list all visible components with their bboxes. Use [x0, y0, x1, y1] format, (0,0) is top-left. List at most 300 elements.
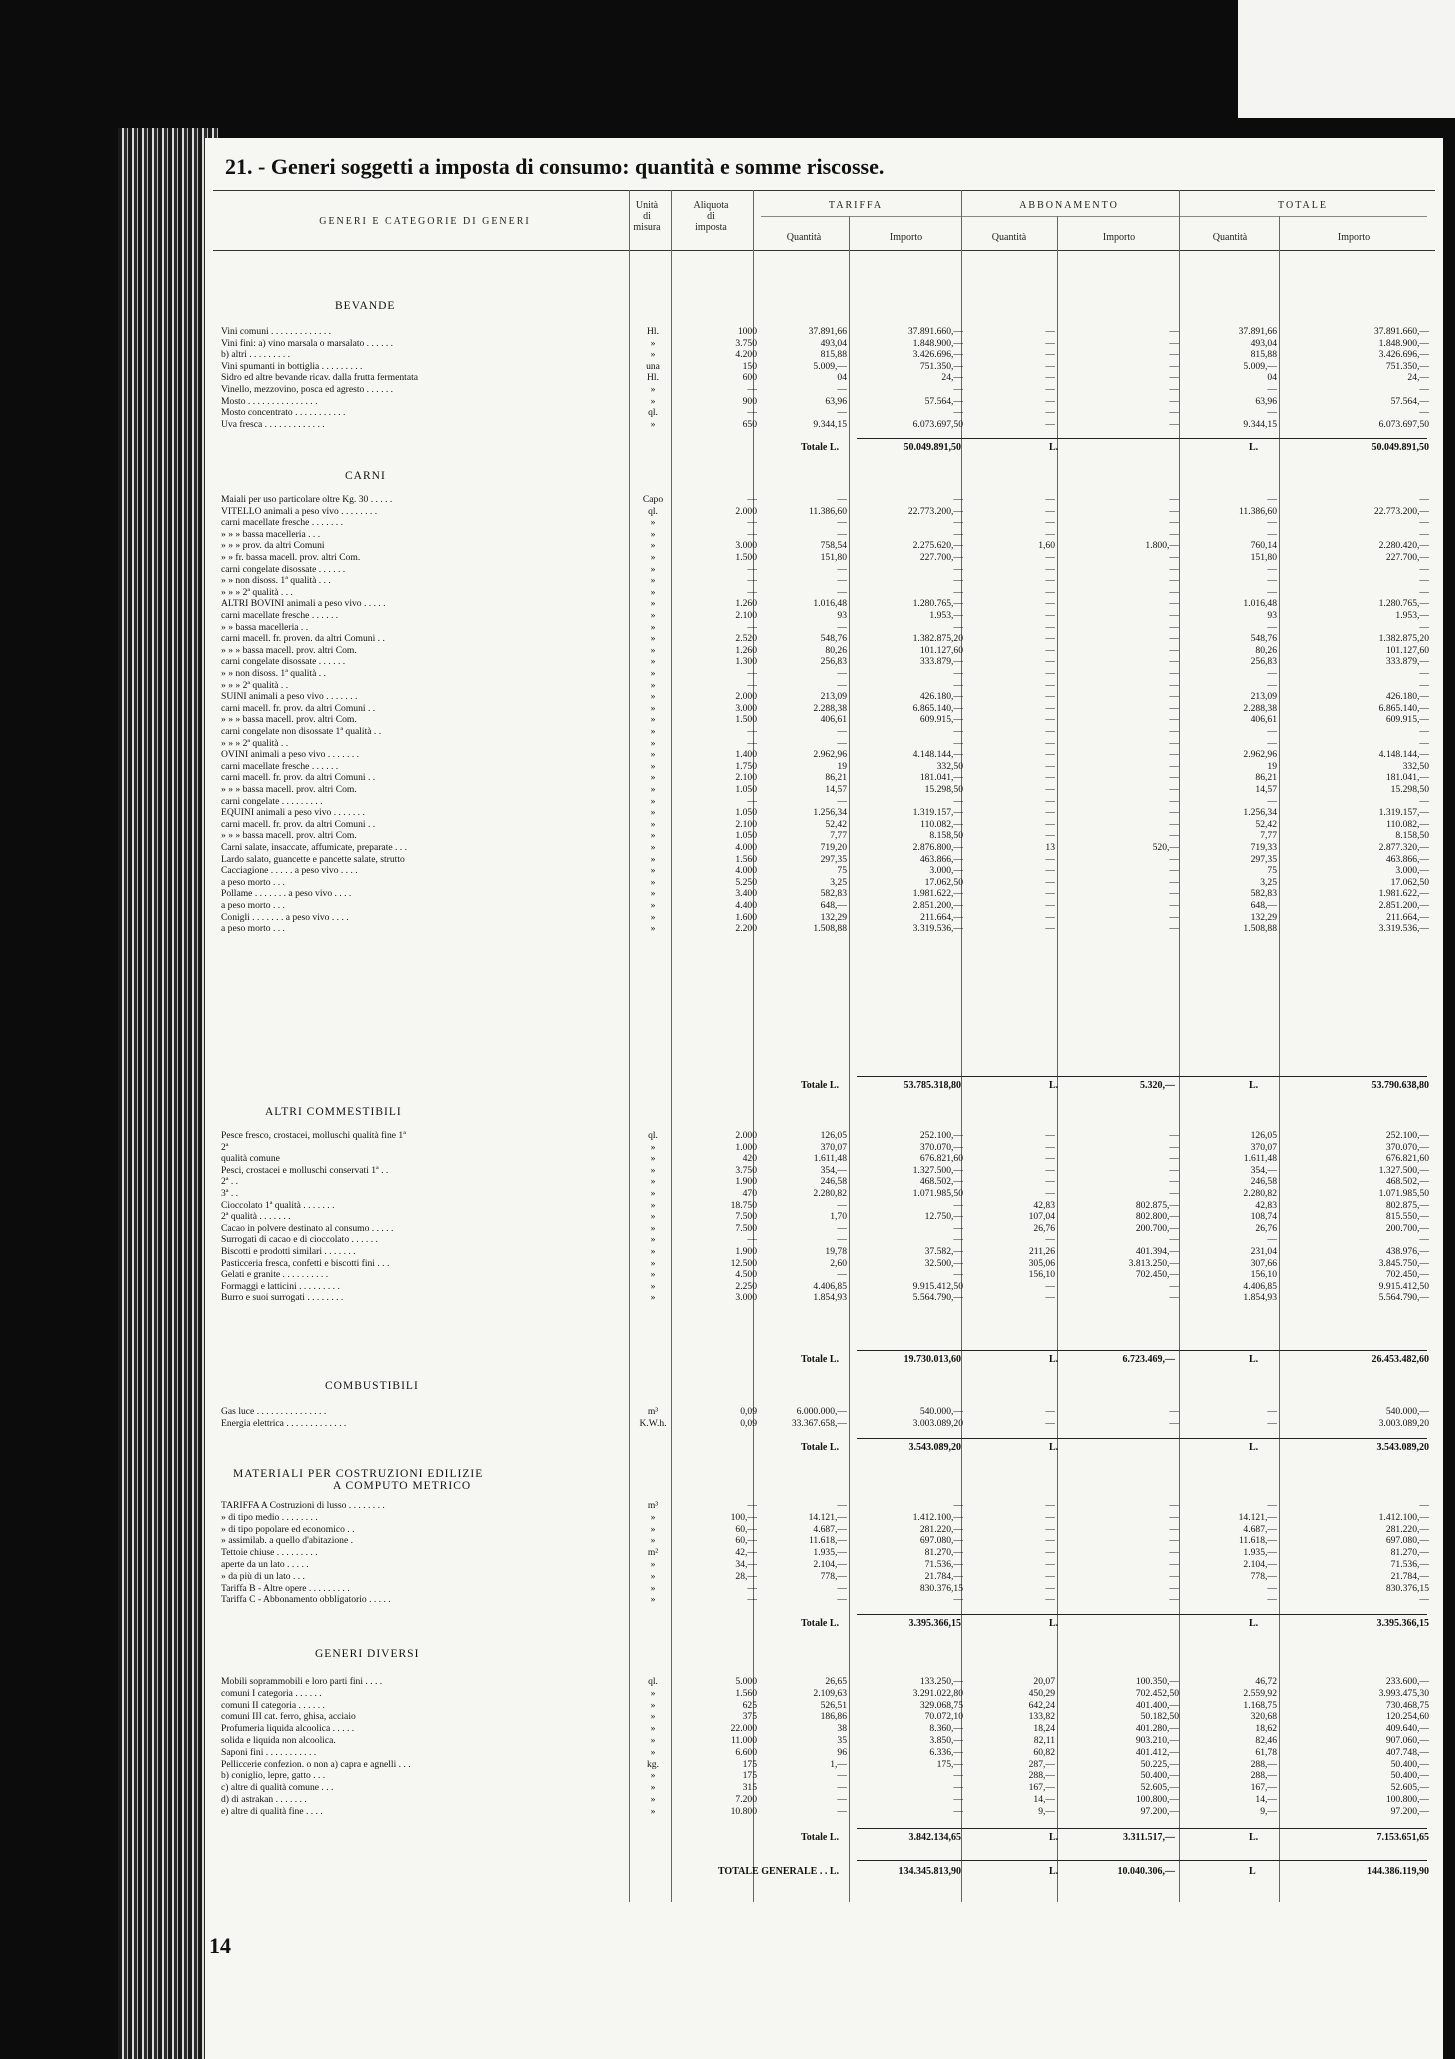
abbonamento-importo: — — [1169, 419, 1179, 430]
totale-quantita: 9,— — [1260, 1806, 1277, 1817]
totale-importo: 3.426.696,— — [1378, 349, 1429, 360]
totale-importo: 830.376,15 — [1385, 1583, 1429, 1594]
unita-misura: » — [650, 1583, 656, 1594]
abbonamento-importo: — — [1169, 1406, 1179, 1417]
total-cell: 53.785.318,80 — [903, 1080, 961, 1091]
unita-misura: » — [650, 1165, 656, 1176]
unita-misura: ql. — [648, 1676, 658, 1687]
abbonamento-importo: 100.800,— — [1135, 1794, 1179, 1805]
tariffa-importo: 830.376,15 — [919, 1583, 963, 1594]
tariffa-importo: — — [953, 529, 963, 540]
aliquota: 1.050 — [735, 830, 757, 841]
unita-misura: K.W.h. — [639, 1418, 667, 1429]
totale-importo: 697.080,— — [1385, 1535, 1429, 1546]
genere-label: comuni I categoria . . . . . . — [221, 1688, 322, 1699]
totale-importo: 438.976,— — [1385, 1246, 1429, 1257]
totale-quantita: — — [1267, 1418, 1277, 1429]
totale-importo: 200.700,— — [1385, 1223, 1429, 1234]
table-row — [213, 900, 1435, 911]
genere-label: » assimilab. a quello d'abitazione . — [221, 1535, 354, 1546]
tariffa-importo: 329.068,75 — [919, 1700, 963, 1711]
totale-importo: 211.664,— — [1386, 912, 1429, 923]
unita-misura: » — [650, 517, 656, 528]
abbonamento-importo: — — [1169, 575, 1179, 586]
abbonamento-quantita: 211,26 — [1028, 1246, 1055, 1257]
abbonamento-quantita: 42,83 — [1033, 1200, 1055, 1211]
header-group-rule — [761, 216, 1427, 217]
table-row — [213, 1211, 1435, 1222]
unita-misura: » — [650, 540, 656, 551]
unita-misura: Hl. — [647, 326, 659, 337]
tariffa-importo: 1.981.622,— — [912, 888, 963, 899]
aliquota: 1.050 — [735, 784, 757, 795]
aliquota: — — [747, 796, 757, 807]
abbonamento-importo: — — [1169, 772, 1179, 783]
abbonamento-importo: — — [1169, 384, 1179, 395]
genere-label: carni macellate fresche . . . . . . — [221, 761, 339, 772]
abbonamento-importo: — — [1169, 598, 1179, 609]
tariffa-quantita: 151,80 — [820, 552, 847, 563]
tariffa-quantita: — — [837, 1806, 847, 1817]
total-cell: Totale L. — [801, 1080, 839, 1091]
abbonamento-importo: 50.400,— — [1140, 1770, 1179, 1781]
aliquota: — — [747, 738, 757, 749]
abbonamento-quantita: — — [1045, 680, 1055, 691]
tariffa-quantita: — — [837, 384, 847, 395]
tariffa-importo: 332,50 — [936, 761, 963, 772]
total-cell: 7.153.651,65 — [1376, 1832, 1429, 1843]
totale-importo: — — [1419, 668, 1429, 679]
unita-misura: una — [646, 361, 660, 372]
totale-quantita: 132,29 — [1250, 912, 1277, 923]
unita-misura: » — [650, 598, 656, 609]
totale-quantita: 42,83 — [1255, 1200, 1277, 1211]
abbonamento-importo: — — [1169, 1512, 1179, 1523]
totale-quantita: — — [1267, 796, 1277, 807]
unita-misura: » — [650, 1594, 656, 1605]
aliquota: 175 — [742, 1770, 757, 1781]
totale-quantita: — — [1267, 1234, 1277, 1245]
totale-quantita: 354,— — [1250, 1165, 1277, 1176]
abbonamento-quantita: 133,82 — [1028, 1711, 1055, 1722]
tariffa-quantita: 38 — [837, 1723, 847, 1734]
unita-misura: » — [650, 796, 656, 807]
unita-misura: » — [650, 1524, 656, 1535]
tariffa-importo: 5.564.790,— — [912, 1292, 963, 1303]
abbonamento-importo: — — [1169, 564, 1179, 575]
tariffa-quantita: 186,86 — [820, 1711, 847, 1722]
unita-misura: » — [650, 1258, 656, 1269]
abbonamento-importo: 401.394,— — [1135, 1246, 1179, 1257]
totale-importo: 1.280.765,— — [1378, 598, 1429, 609]
totale-importo: 6.073.697,50 — [1378, 419, 1429, 430]
totale-quantita: 18,62 — [1255, 1723, 1277, 1734]
abbonamento-importo: — — [1169, 656, 1179, 667]
genere-label: carni macell. fr. proven. da altri Comuni . . — [221, 633, 385, 644]
totale-quantita: 14,— — [1255, 1794, 1277, 1805]
abbonamento-quantita: — — [1045, 1524, 1055, 1535]
total-cell: L. — [1049, 1442, 1059, 1453]
section-total-row — [213, 1440, 1435, 1456]
aliquota: 0,09 — [740, 1406, 757, 1417]
background-paper-corner — [1238, 0, 1455, 118]
table-row — [213, 384, 1435, 395]
abbonamento-quantita: — — [1045, 529, 1055, 540]
aliquota: 7.500 — [735, 1223, 757, 1234]
tariffa-importo: 6.073.697,50 — [912, 419, 963, 430]
abbonamento-importo: 702.452,50 — [1135, 1688, 1179, 1699]
unita-misura: » — [650, 396, 656, 407]
totale-importo: — — [1419, 726, 1429, 737]
table-row — [213, 796, 1435, 807]
totale-quantita: — — [1267, 494, 1277, 505]
tariffa-quantita: 11.618,— — [808, 1535, 847, 1546]
table-row — [213, 1188, 1435, 1199]
unita-misura: » — [650, 1188, 656, 1199]
tariffa-quantita: — — [837, 1200, 847, 1211]
tariffa-importo: — — [953, 1770, 963, 1781]
table-row — [213, 587, 1435, 598]
totale-importo: 3.845.750,— — [1378, 1258, 1429, 1269]
header-aliquota: Aliquota di imposta — [693, 200, 729, 233]
tariffa-importo: 2.851.200,— — [912, 900, 963, 911]
table-row — [213, 1281, 1435, 1292]
aliquota: — — [747, 575, 757, 586]
aliquota: 150 — [742, 361, 757, 372]
totale-importo: 1.071.985,50 — [1378, 1188, 1429, 1199]
tariffa-quantita: 648,— — [820, 900, 847, 911]
totale-quantita: — — [1267, 1406, 1277, 1417]
tariffa-quantita: 1.935,— — [813, 1547, 847, 1558]
book-page-edges — [118, 128, 218, 2059]
totale-importo: — — [1419, 407, 1429, 418]
aliquota: 3.750 — [735, 338, 757, 349]
tariffa-quantita: — — [837, 587, 847, 598]
table-row — [213, 1594, 1435, 1605]
abbonamento-quantita: — — [1045, 668, 1055, 679]
tariffa-importo: 6.336,— — [929, 1747, 963, 1758]
unita-misura: » — [650, 842, 656, 853]
aliquota: — — [747, 668, 757, 679]
totale-importo: 751.350,— — [1385, 361, 1429, 372]
totale-importo: 815.550,— — [1385, 1211, 1429, 1222]
abbonamento-quantita: — — [1045, 865, 1055, 876]
table-row — [213, 1418, 1435, 1429]
abbonamento-quantita: — — [1045, 610, 1055, 621]
totale-importo: 1.981.622,— — [1378, 888, 1429, 899]
abbonamento-importo: — — [1169, 407, 1179, 418]
totale-quantita: 256,83 — [1250, 656, 1277, 667]
tariffa-importo: 3.000,— — [929, 865, 963, 876]
aliquota: — — [747, 529, 757, 540]
genere-label: Cacao in polvere destinato al consumo . . . . . — [221, 1223, 394, 1234]
abbonamento-quantita: — — [1045, 807, 1055, 818]
genere-label: Pesci, crostacei e molluschi conservati 1ª . . — [221, 1165, 389, 1176]
abbonamento-importo: — — [1169, 517, 1179, 528]
unita-misura: » — [650, 633, 656, 644]
totale-quantita: 1.256,34 — [1243, 807, 1277, 818]
abbonamento-importo: — — [1169, 372, 1179, 383]
aliquota: — — [747, 622, 757, 633]
abbonamento-importo: — — [1169, 1571, 1179, 1582]
aliquota: 2.100 — [735, 610, 757, 621]
genere-label: carni congelate disossate . . . . . . — [221, 564, 346, 575]
table-row — [213, 854, 1435, 865]
abbonamento-quantita: — — [1045, 1594, 1055, 1605]
header-abbonamento: ABBONAMENTO — [1019, 200, 1119, 211]
genere-label: Mosto concentrato . . . . . . . . . . . — [221, 407, 346, 418]
tariffa-importo: 181.041,— — [919, 772, 963, 783]
abbonamento-importo: — — [1169, 1153, 1179, 1164]
tariffa-quantita: 213,09 — [820, 691, 847, 702]
totale-quantita: 14.121,— — [1238, 1512, 1277, 1523]
total-cell: Totale L. — [801, 442, 839, 453]
abbonamento-quantita: — — [1045, 598, 1055, 609]
table-row — [213, 540, 1435, 551]
totale-quantita: 63,96 — [1255, 396, 1277, 407]
totale-importo: 227.700,— — [1385, 552, 1429, 563]
total-rule — [857, 1438, 1427, 1439]
aliquota: 60,— — [735, 1524, 757, 1535]
abbonamento-importo: — — [1169, 1142, 1179, 1153]
table-row — [213, 1583, 1435, 1594]
abbonamento-quantita: 642,24 — [1028, 1700, 1055, 1711]
abbonamento-importo: — — [1169, 854, 1179, 865]
tariffa-importo: 1.382.875,20 — [912, 633, 963, 644]
abbonamento-importo: — — [1169, 1583, 1179, 1594]
totale-quantita: 1.935,— — [1243, 1547, 1277, 1558]
table-row — [213, 506, 1435, 517]
table-row — [213, 575, 1435, 586]
abbonamento-importo: 1.800,— — [1145, 540, 1179, 551]
unita-misura: Hl. — [647, 372, 659, 383]
aliquota: 1.260 — [735, 645, 757, 656]
tariffa-quantita: — — [837, 622, 847, 633]
abbonamento-importo: — — [1169, 1176, 1179, 1187]
genere-label: Mosto . . . . . . . . . . . . . . . — [221, 396, 318, 407]
abbonamento-importo: — — [1169, 1594, 1179, 1605]
totale-importo: 1.319.157,— — [1378, 807, 1429, 818]
genere-label: Saponi fini . . . . . . . . . . . — [221, 1747, 317, 1758]
abbonamento-importo: — — [1169, 1547, 1179, 1558]
abbonamento-quantita: — — [1045, 1406, 1055, 1417]
tariffa-importo: 468.502,— — [919, 1176, 963, 1187]
tariffa-quantita: — — [837, 1583, 847, 1594]
abbonamento-importo: 401.412,— — [1135, 1747, 1179, 1758]
unita-misura: » — [650, 703, 656, 714]
unita-misura: » — [650, 1571, 656, 1582]
tariffa-quantita: — — [837, 1223, 847, 1234]
section-total-row — [213, 440, 1435, 456]
header-totale: TOTALE — [1278, 200, 1328, 211]
tariffa-quantita: 37.891,66 — [808, 326, 847, 337]
aliquota: 1.300 — [735, 656, 757, 667]
tariffa-importo: — — [953, 680, 963, 691]
abbonamento-importo: — — [1169, 645, 1179, 656]
unita-misura: » — [650, 552, 656, 563]
aliquota: 2.520 — [735, 633, 757, 644]
header-tariffa-quantita: Quantità — [786, 232, 822, 243]
aliquota: 2.000 — [735, 1130, 757, 1141]
table-row — [213, 1200, 1435, 1211]
table-row — [213, 784, 1435, 795]
totale-quantita: 7,77 — [1260, 830, 1277, 841]
table-row — [213, 1770, 1435, 1781]
tariffa-importo: 32.500,— — [924, 1258, 963, 1269]
header-totale-quantita: Quantità — [1212, 232, 1248, 243]
tariffa-importo: — — [953, 726, 963, 737]
unita-misura: » — [650, 900, 656, 911]
unita-misura: » — [650, 1234, 656, 1245]
tariffa-importo: 3.003.089,20 — [912, 1418, 963, 1429]
totale-importo: — — [1419, 1234, 1429, 1245]
totale-quantita: 26,76 — [1255, 1223, 1277, 1234]
aliquota: 2.100 — [735, 819, 757, 830]
abbonamento-quantita: — — [1045, 912, 1055, 923]
tariffa-quantita: 26,65 — [825, 1676, 847, 1687]
totale-importo: 1.848.900,— — [1378, 338, 1429, 349]
table-row — [213, 1524, 1435, 1535]
aliquota: 1.050 — [735, 807, 757, 818]
tariffa-quantita: 719,20 — [820, 842, 847, 853]
abbonamento-quantita: 13 — [1045, 842, 1055, 853]
aliquota: 100,— — [730, 1512, 757, 1523]
tariffa-quantita: 52,42 — [825, 819, 847, 830]
totale-quantita: 04 — [1267, 372, 1277, 383]
totale-importo: 3.993.475,30 — [1378, 1688, 1429, 1699]
totale-importo: 252.100,— — [1385, 1130, 1429, 1141]
total-cell: 50.049.891,50 — [903, 442, 961, 453]
tariffa-quantita: 11.386,60 — [808, 506, 847, 517]
abbonamento-quantita: 156,10 — [1028, 1269, 1055, 1280]
unita-misura: » — [650, 1806, 656, 1817]
unita-misura: » — [650, 419, 656, 430]
tariffa-quantita: — — [837, 726, 847, 737]
tariffa-importo: 133.250,— — [919, 1676, 963, 1687]
abbonamento-quantita: — — [1045, 506, 1055, 517]
aliquota: 1.400 — [735, 749, 757, 760]
table-row — [213, 1269, 1435, 1280]
abbonamento-importo: — — [1169, 680, 1179, 691]
tariffa-importo: 8.360,— — [929, 1723, 963, 1734]
abbonamento-quantita: — — [1045, 372, 1055, 383]
genere-label: b) altri . . . . . . . . . — [221, 349, 291, 360]
genere-label: carni congelate disossate . . . . . . — [221, 656, 346, 667]
abbonamento-importo: 97.200,— — [1140, 1806, 1179, 1817]
totale-importo: 50.400,— — [1390, 1759, 1429, 1770]
genere-label: Profumeria liquida alcoolica . . . . . — [221, 1723, 355, 1734]
abbonamento-importo: — — [1169, 703, 1179, 714]
abbonamento-quantita: — — [1045, 1176, 1055, 1187]
totale-importo: 332,50 — [1402, 761, 1429, 772]
total-rule — [857, 1076, 1427, 1077]
totale-quantita: 86,21 — [1255, 772, 1277, 783]
aliquota: 315 — [742, 1782, 757, 1793]
abbonamento-importo: — — [1169, 552, 1179, 563]
total-rule — [857, 1614, 1427, 1615]
tariffa-importo: 24,— — [941, 372, 963, 383]
abbonamento-importo: — — [1169, 923, 1179, 934]
totale-quantita: 288,— — [1250, 1759, 1277, 1770]
tariffa-quantita: — — [837, 575, 847, 586]
total-cell: L. — [1249, 1354, 1259, 1365]
tariffa-importo: 17.062,50 — [924, 877, 963, 888]
totale-quantita: 760,14 — [1250, 540, 1277, 551]
unita-misura: » — [650, 726, 656, 737]
table-row — [213, 1700, 1435, 1711]
abbonamento-quantita: — — [1045, 726, 1055, 737]
genere-label: Sidro ed altre bevande ricav. dalla frutta fermentata — [221, 372, 419, 383]
section-title: GENERI DIVERSI — [315, 1648, 420, 1660]
genere-label: carni macell. fr. prov. da altri Comuni . . — [221, 703, 376, 714]
unita-misura: » — [650, 738, 656, 749]
genere-label: » » » bassa macelleria . . . — [221, 529, 321, 540]
genere-label: Vini spumanti in bottiglia . . . . . . . . . — [221, 361, 363, 372]
abbonamento-importo: — — [1169, 691, 1179, 702]
totale-importo: 802.875,— — [1385, 1200, 1429, 1211]
section-title: ALTRI COMMESTIBILI — [265, 1106, 402, 1118]
abbonamento-quantita: — — [1045, 738, 1055, 749]
genere-label: 3ª . . — [221, 1188, 239, 1199]
abbonamento-importo: 52.605,— — [1140, 1782, 1179, 1793]
table-row — [213, 517, 1435, 528]
totale-quantita: 493,04 — [1250, 338, 1277, 349]
table-row — [213, 396, 1435, 407]
tariffa-importo: — — [953, 1794, 963, 1805]
abbonamento-quantita: 18,24 — [1033, 1723, 1055, 1734]
abbonamento-importo: — — [1169, 610, 1179, 621]
totale-quantita: 1.611,48 — [1243, 1153, 1277, 1164]
genere-label: comuni II categoria . . . . . . — [221, 1700, 325, 1711]
unita-misura: » — [650, 807, 656, 818]
unita-misura: » — [650, 772, 656, 783]
unita-misura: » — [650, 865, 656, 876]
table-row — [213, 349, 1435, 360]
genere-label: carni macellate fresche . . . . . . . — [221, 517, 343, 528]
totale-quantita: 75 — [1267, 865, 1277, 876]
total-cell: 3.395.366,15 — [1376, 1618, 1429, 1629]
genere-label: ALTRI BOVINI animali a peso vivo . . . . . — [221, 598, 386, 609]
totale-quantita: 46,72 — [1255, 1676, 1277, 1687]
genere-label: carni macell. fr. prov. da altri Comuni . . — [221, 772, 376, 783]
abbonamento-quantita: — — [1045, 819, 1055, 830]
header-bottom-rule — [213, 250, 1435, 251]
abbonamento-quantita: 26,76 — [1033, 1223, 1055, 1234]
genere-label: Biscotti e prodotti similari . . . . . . . — [221, 1246, 356, 1257]
genere-label: Surrogati di cacao e di cioccolato . . . . . . — [221, 1234, 378, 1245]
tariffa-importo: 3.291.022,80 — [912, 1688, 963, 1699]
genere-label: TARIFFA A Costruzioni di lusso . . . . . . . . — [221, 1500, 385, 1511]
table-row — [213, 1676, 1435, 1687]
table-row — [213, 1406, 1435, 1417]
total-cell: Totale L. — [801, 1442, 839, 1453]
unita-misura: ql. — [648, 1130, 658, 1141]
grand-total-cell: TOTALE GENERALE . . L. — [717, 1866, 839, 1877]
table-row — [213, 1234, 1435, 1245]
table-row — [213, 842, 1435, 853]
abbonamento-importo: — — [1169, 622, 1179, 633]
aliquota: 5.250 — [735, 877, 757, 888]
totale-quantita: 648,— — [1250, 900, 1277, 911]
totale-importo: 5.564.790,— — [1378, 1292, 1429, 1303]
abbonamento-importo: — — [1169, 807, 1179, 818]
totale-quantita: 4.406,85 — [1243, 1281, 1277, 1292]
totale-importo: 37.891.660,— — [1373, 326, 1429, 337]
tariffa-quantita: 132,29 — [820, 912, 847, 923]
abbonamento-quantita: — — [1045, 494, 1055, 505]
abbonamento-importo: — — [1169, 587, 1179, 598]
table-row — [213, 819, 1435, 830]
